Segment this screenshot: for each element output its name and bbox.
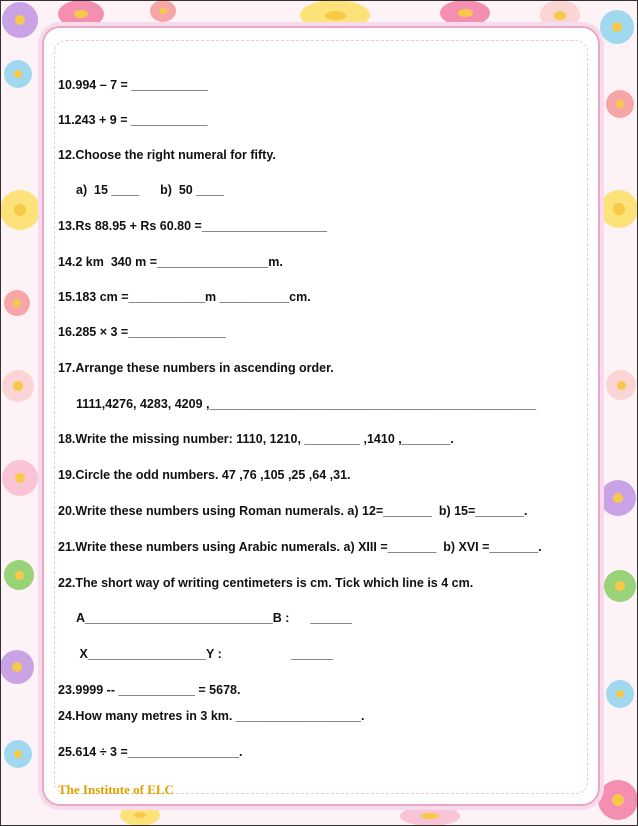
- question-16: 16.285 × 3 =______________: [58, 325, 226, 339]
- question-17-numbers: 1111,4276, 4283, 4209 ,_______________________________________________: [76, 397, 537, 411]
- question-21: 21.Write these numbers using Arabic numerals. a) XIII =_______ b) XVI =_______.: [58, 540, 542, 554]
- flower-icon: [0, 190, 40, 230]
- flower-icon: [4, 290, 30, 316]
- question-12-options: a) 15 ____ b) 50 ____: [76, 183, 225, 197]
- question-14: 14.2 km 340 m =________________m.: [58, 255, 283, 269]
- question-22: 22.The short way of writing centimeters is cm. Tick which line is 4 cm.: [58, 576, 474, 590]
- flower-icon: [120, 804, 160, 826]
- flower-icon: [58, 0, 104, 28]
- question-25: 25.614 ÷ 3 =________________.: [58, 745, 243, 759]
- flower-icon: [606, 90, 634, 118]
- flower-icon: [440, 0, 490, 26]
- question-11: 11.243 + 9 = ___________: [58, 113, 208, 127]
- question-18: 18.Write the missing number: 1110, 1210, ________ ,1410 ,_______.: [58, 432, 454, 446]
- footer-institute-name: The Institute of ELC: [58, 782, 174, 797]
- flower-icon: [600, 480, 636, 516]
- question-13: 13.Rs 88.95 + Rs 60.80 =__________________: [58, 219, 327, 233]
- flower-icon: [4, 60, 32, 88]
- question-19: 19.Circle the odd numbers. 47 ,76 ,105 ,25 ,64 ,31.: [58, 468, 351, 482]
- flower-icon: [4, 740, 32, 768]
- flower-icon: [400, 806, 460, 826]
- question-10: 10.994 – 7 = ___________: [58, 78, 208, 92]
- flower-icon: [0, 650, 34, 684]
- question-24: 24.How many metres in 3 km. __________________.: [58, 709, 365, 723]
- question-22-line-a: A___________________________B : ______: [76, 611, 352, 625]
- flower-icon: [600, 10, 634, 44]
- question-15: 15.183 cm =___________m __________cm.: [58, 290, 311, 304]
- flower-icon: [598, 780, 638, 820]
- flower-icon: [600, 190, 638, 228]
- flower-icon: [2, 460, 38, 496]
- flower-icon: [606, 370, 636, 400]
- question-12: 12.Choose the right numeral for fifty.: [58, 148, 276, 162]
- question-22-line-x: X_________________Y : ______: [76, 647, 333, 661]
- flower-icon: [2, 2, 38, 38]
- question-20: 20.Write these numbers using Roman numerals. a) 12=_______ b) 15=_______.: [58, 504, 528, 518]
- question-17: 17.Arrange these numbers in ascending order.: [58, 361, 334, 375]
- question-23: 23.9999 -- ___________ = 5678.: [58, 683, 241, 697]
- flower-icon: [4, 560, 34, 590]
- flower-icon: [150, 0, 176, 22]
- flower-icon: [604, 570, 636, 602]
- flower-icon: [606, 680, 634, 708]
- flower-icon: [2, 370, 34, 402]
